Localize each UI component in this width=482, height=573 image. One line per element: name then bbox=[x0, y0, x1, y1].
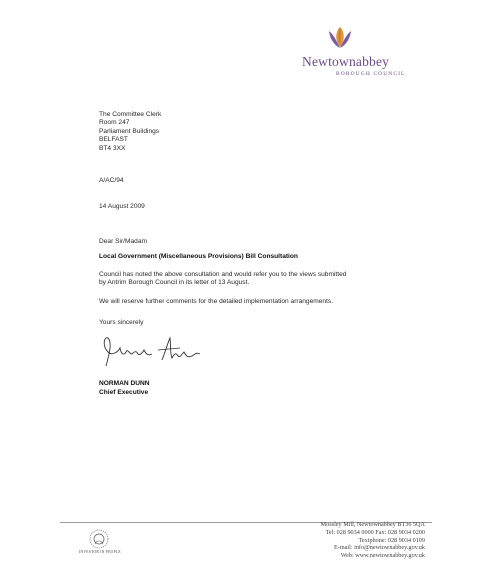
address-line: Room 247 bbox=[99, 119, 130, 127]
recipient-address bbox=[99, 111, 161, 153]
address-line: The Committee Clerk bbox=[99, 111, 162, 118]
org-subtitle: BOROUGH COUNCIL bbox=[336, 71, 406, 77]
org-name: Newtownabbey bbox=[302, 54, 390, 69]
contact-line: Tel: 028 9034 0000 Fax: 028 9034 0200 bbox=[325, 528, 425, 536]
tulip-logo-icon bbox=[324, 23, 356, 53]
reference-number: A/AC/94 bbox=[99, 177, 124, 184]
investor-in-people-icon bbox=[88, 528, 110, 550]
contact-line: Mossley Mill, Newtownabbey BT36 5QA bbox=[320, 521, 425, 528]
investor-in-people-label: INVESTOR IN PEOPLE bbox=[79, 550, 121, 554]
signatory-title: Chief Executive bbox=[99, 389, 149, 396]
address-line: BT4 3XX bbox=[99, 144, 126, 152]
contact-details bbox=[321, 521, 425, 560]
address-line: Parliament Buildings bbox=[99, 127, 160, 135]
subject-line: Local Government (Miscellaneous Provisions) Bill Consultation bbox=[99, 253, 298, 260]
handwritten-signature bbox=[96, 330, 206, 374]
letter-date: 14 August 2009 bbox=[99, 203, 145, 210]
salutation: Dear Sir/Madam bbox=[99, 238, 148, 245]
signatory-name: NORMAN DUNN bbox=[99, 380, 150, 387]
body-line: Council has noted the above consultation and would refer you to the views submitted bbox=[99, 271, 347, 278]
contact-line: Textphone: 028 9034 0109 bbox=[358, 536, 425, 544]
email-line: E-mail: info@newtownabbey.gov.uk bbox=[334, 544, 425, 552]
web-line: Web: www.newtownabbey.gov.uk bbox=[340, 552, 425, 560]
body-paragraph-1 bbox=[99, 271, 346, 288]
body-paragraph-2: We will reserve further comments for the detailed implementation arrangements. bbox=[99, 298, 334, 305]
body-line: by Antrim Borough Council in its letter of 13 August. bbox=[99, 279, 250, 287]
address-line: BELFAST bbox=[99, 136, 128, 144]
closing: Yours sincerely bbox=[99, 319, 144, 326]
